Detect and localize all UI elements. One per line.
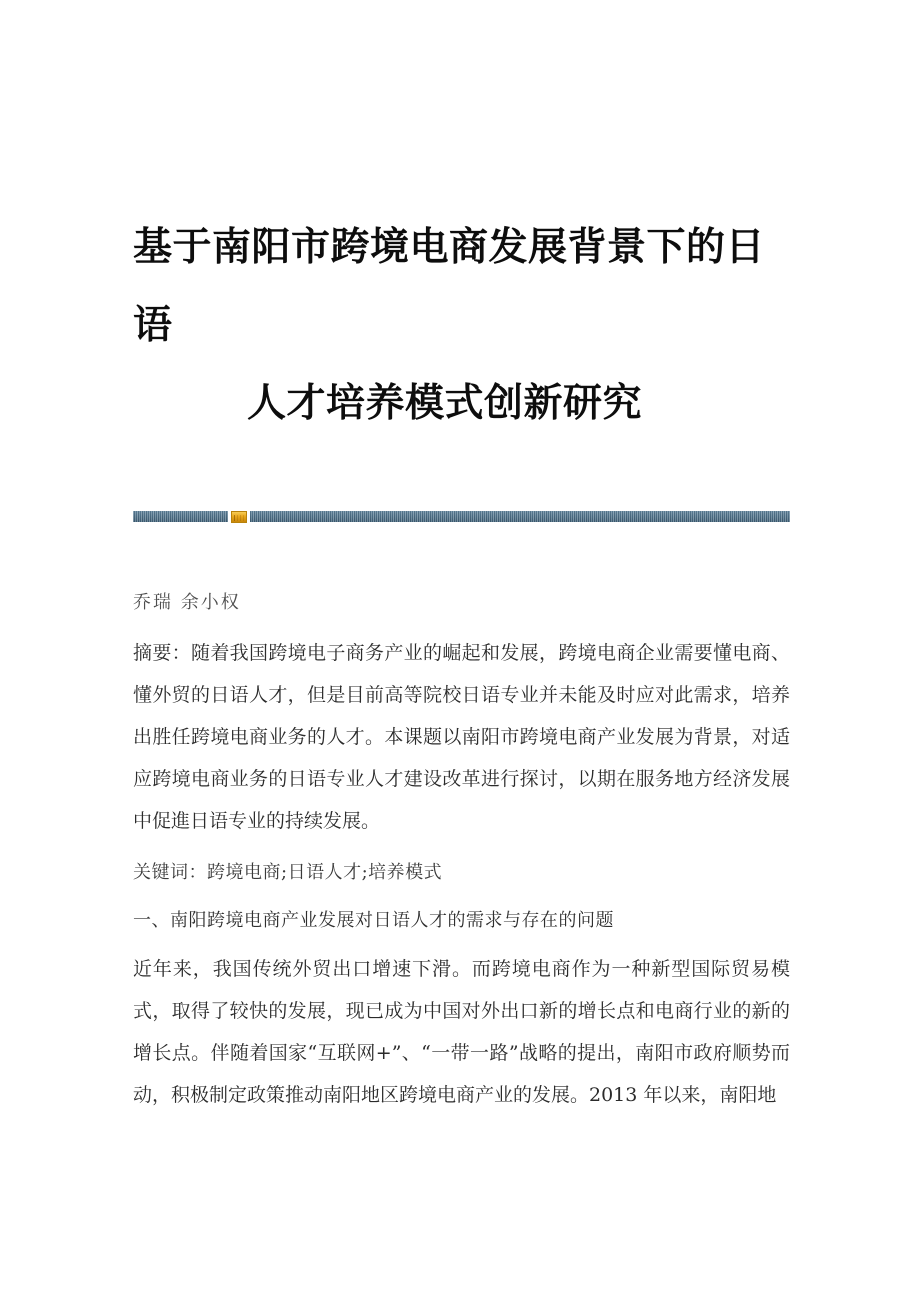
emblem-glyph <box>231 511 247 523</box>
page-title-line-1: 基于南阳市跨境电商发展背景下的日语 <box>133 224 766 348</box>
decorative-emblem-icon <box>228 506 250 528</box>
abstract-paragraph: 摘要：随着我国跨境电子商务产业的崛起和发展，跨境电商企业需要懂电商、懂外贸的日语人才，但是目前高等院校日语专业并未能及时应对此需求，培养出胜任跨境电商业务的人才。本课题以南阳市跨境电商产业发展为背景，对适应跨境电商业务的日语专业人才建设改革进行探讨，以期在服务地方经济发展中促進日语专业的持续发展。 <box>133 642 790 832</box>
page-title <box>133 208 790 442</box>
section-heading: 一、南阳跨境电商产业发展对日语人才的需求与存在的问题 <box>133 910 614 931</box>
document-content <box>133 0 790 1116</box>
page-title-line-2: 人才培养模式创新研究 <box>246 380 642 426</box>
author-line: 乔瑞 余小权 <box>133 592 241 613</box>
keywords-line: 关键词：跨境电商;日语人才;培养模式 <box>133 862 443 883</box>
body-paragraph: 近年来，我国传统外贸出口增速下滑。而跨境电商作为一种新型国际贸易模式，取得了较快的发展，现已成为中国对外出口新的增长点和电商行业的新的增长点。伴随着国家“互联网+”、“一带一路”战略的提出，南阳市政府顺势而动，积极制定政策推动南阳地区跨境电商产业的发展。2013 年以来，南阳地 <box>133 958 790 1106</box>
section-divider <box>133 506 790 528</box>
